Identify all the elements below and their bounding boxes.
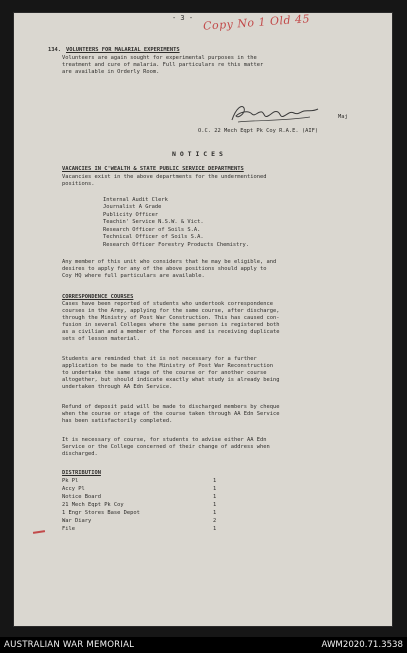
distribution-row	[62, 478, 217, 485]
correspondence-p2-line: undertaken through AA Edn Service.	[62, 384, 173, 390]
vacancies-intro-2: positions.	[62, 181, 95, 187]
distribution-row	[62, 486, 217, 493]
correspondence-p3-line: Refund of deposit paid will be made to discharged members by cheque	[62, 404, 280, 410]
distribution-row	[62, 518, 217, 525]
correspondence-p1-line: through the Ministry of Post War Construction. This has caused con-	[62, 315, 280, 321]
correspondence-p2-line: Students are reminded that it is not necessary for a further	[62, 356, 257, 362]
correspondence-p1-line: as a civilian and a member of the Forces and is receiving duplicate	[62, 329, 280, 335]
position-item: Research Officer Forestry Products Chemistry.	[103, 242, 250, 248]
footer-institution: AUSTRALIAN WAR MEMORIAL	[4, 640, 135, 650]
correspondence-p1-line: Cases have been reported of students who undertook correspondence	[62, 301, 273, 307]
correspondence-p1-line: courses in the Army, applying for the same course, after discharge,	[62, 308, 280, 314]
distribution-qty: 1	[213, 510, 217, 516]
distribution-qty: 1	[213, 526, 217, 532]
vacancies-closing-2: desires to apply for any of the above positions should apply to	[62, 266, 267, 272]
volunteers-line-3: are available in Orderly Room.	[62, 69, 160, 75]
notices-heading: N O T I C E S	[172, 150, 223, 158]
distribution-qty: 2	[213, 518, 217, 524]
page-number: - 3 -	[172, 14, 194, 22]
handwritten-copy-annotation: Copy No 1 Old 45	[202, 12, 311, 33]
position-item: Journalist A Grade	[103, 204, 162, 210]
distribution-name: War Diary	[62, 518, 92, 524]
volunteers-heading: VOLUNTEERS FOR MALARIAL EXPERIMENTS	[66, 47, 180, 53]
correspondence-p1-line: fusion in several Colleges where the same person is registered both	[62, 322, 280, 328]
correspondence-p1-line: sets of lesson material.	[62, 336, 140, 342]
position-item: Research Officer of Soils S.A.	[103, 227, 201, 233]
distribution-name: Accy Pl	[62, 486, 85, 492]
handwritten-signature	[228, 102, 323, 126]
position-item: Publicity Officer	[103, 212, 159, 218]
distribution-name: Pk Pl	[62, 478, 79, 484]
distribution-name: 21 Mech Eqpt Pk Coy	[62, 502, 124, 508]
correspondence-p3-line: has been satisfactorily completed.	[62, 418, 173, 424]
correspondence-p4-line: discharged.	[62, 451, 98, 457]
correspondence-p2-line: to undertake the same stage of the course or for another course	[62, 370, 267, 376]
vacancies-intro-1: Vacancies exist in the above departments for the undermentioned	[62, 174, 267, 180]
distribution-qty: 1	[213, 494, 217, 500]
signatory-rank: Maj	[338, 114, 348, 120]
position-item: Technical Officer of Soils S.A.	[103, 234, 204, 240]
volunteers-line-2: treatment and cure of malaria. Full particulars re this matter	[62, 62, 264, 68]
position-item: Teachin' Service N.S.W. & Vict.	[103, 219, 204, 225]
signatory-title: O.C. 22 Mech Eqpt Pk Coy R.A.E. (AIF)	[198, 128, 319, 134]
distribution-row	[62, 526, 217, 533]
correspondence-p4-line: It is necessary of course, for students to advise either AA Edn	[62, 437, 267, 443]
distribution-row	[62, 502, 217, 509]
archive-footer	[0, 637, 407, 653]
distribution-name: Notice Board	[62, 494, 101, 500]
volunteers-line-1: Volunteers are again sought for experimental purposes in the	[62, 55, 257, 61]
distribution-name: File	[62, 526, 75, 532]
correspondence-p2-line: altogether, but should indicate exactly what study is already being	[62, 377, 280, 383]
vacancies-closing-1: Any member of this unit who considers that he may be eligible, and	[62, 259, 277, 265]
distribution-row	[62, 510, 217, 517]
distribution-qty: 1	[213, 502, 217, 508]
correspondence-p4-line: Service or the College concerned of their change of address when	[62, 444, 270, 450]
position-item: Internal Audit Clerk	[103, 197, 168, 203]
footer-accession-number: AWM2020.71.3538	[321, 640, 403, 650]
distribution-name: 1 Engr Stores Base Depot	[62, 510, 140, 516]
vacancies-heading: VACANCIES IN C'WEALTH & STATE PUBLIC SERVICE DEPARTMENTS	[62, 166, 244, 172]
correspondence-heading: CORRESPONDENCE COURSES	[62, 294, 134, 300]
distribution-row	[62, 494, 217, 501]
item-number: 134.	[48, 47, 61, 53]
distribution-qty: 1	[213, 486, 217, 492]
distribution-qty: 1	[213, 478, 217, 484]
vacancies-closing-3: Coy HQ where full particulars are available.	[62, 273, 205, 279]
distribution-heading: DISTRIBUTION	[62, 470, 101, 476]
correspondence-p2-line: application to be made to the Ministry of Post War Reconstruction	[62, 363, 273, 369]
correspondence-p3-line: when the course or stage of the course taken through AA Edn Service	[62, 411, 280, 417]
